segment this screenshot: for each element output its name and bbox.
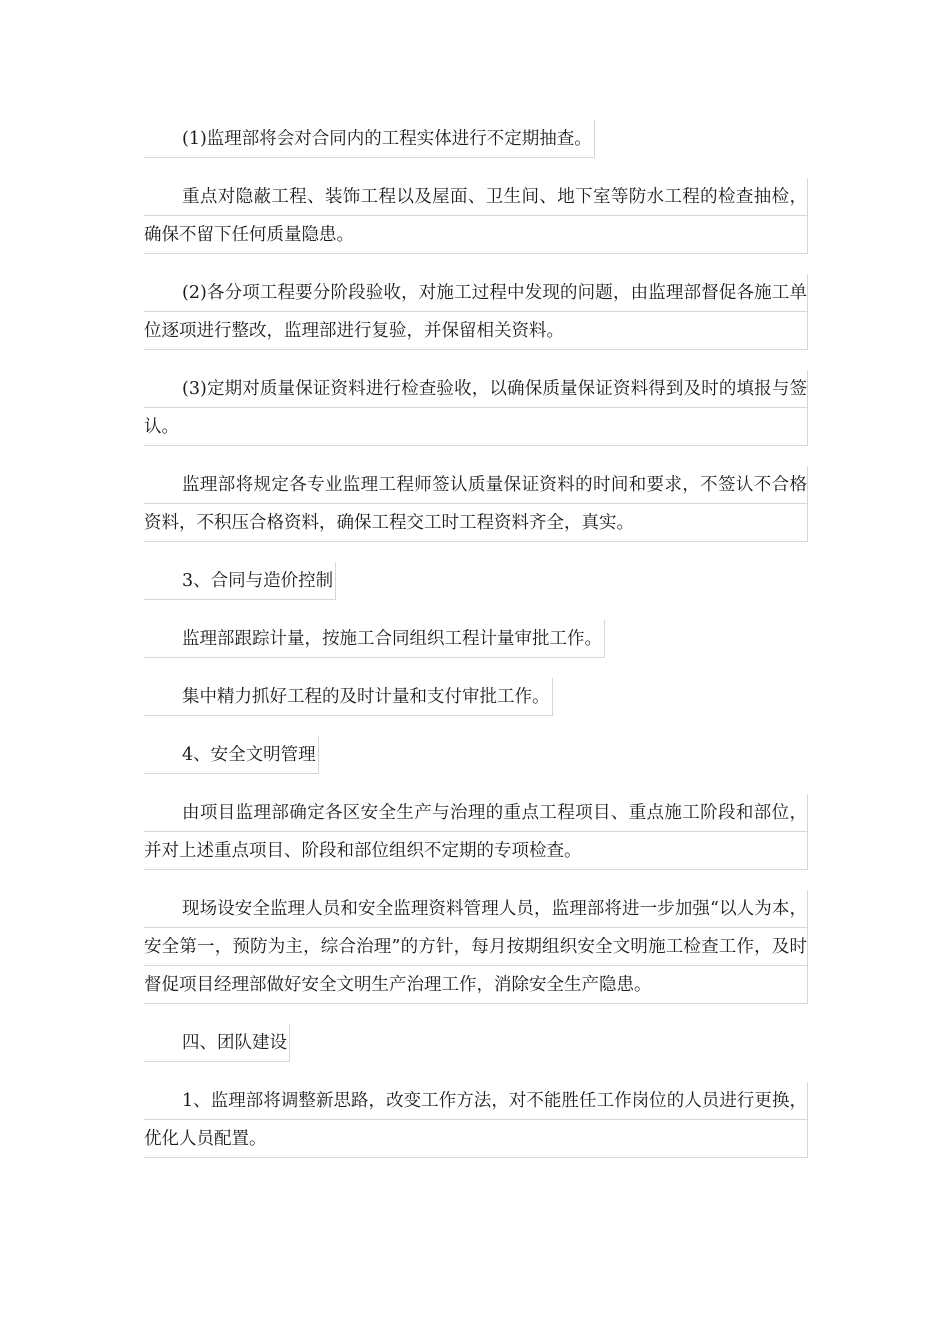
paragraph-5: 监理部将规定各专业监理工程师签认质量保证资料的时间和要求，不签认不合格资料，不积压合格资料，确保工程交工时工程资料齐全，真实。 <box>144 466 808 542</box>
paragraph-2: 重点对隐蔽工程、装饰工程以及屋面、卫生间、地下室等防水工程的检查抽检，确保不留下任何质量隐患。 <box>144 178 808 254</box>
paragraph-block <box>144 562 808 600</box>
paragraph-4: (3)定期对质量保证资料进行检查验收，以确保质量保证资料得到及时的填报与签认。 <box>144 370 808 446</box>
paragraph-block <box>144 678 808 716</box>
paragraph-block <box>144 794 808 870</box>
paragraph-block <box>144 120 808 158</box>
paragraph-block <box>144 178 808 254</box>
paragraph-block <box>144 466 808 542</box>
paragraph-block <box>144 736 808 774</box>
paragraph-13: 1、监理部将调整新思路，改变工作方法，对不能胜任工作岗位的人员进行更换，优化人员配置。 <box>144 1082 808 1158</box>
paragraph-block <box>144 1024 808 1062</box>
paragraph-8: 集中精力抓好工程的及时计量和支付审批工作。 <box>144 678 553 716</box>
paragraph-block <box>144 274 808 350</box>
document-body <box>144 120 808 1178</box>
paragraph-1: (1)监理部将会对合同内的工程实体进行不定期抽查。 <box>144 120 595 158</box>
paragraph-11: 现场设安全监理人员和安全监理资料管理人员，监理部将进一步加强“以人为本，安全第一，预防为主，综合治理”的方针，每月按期组织安全文明施工检查工作，及时督促项目经理部做好安全文明生产治理工作，消除安全生产隐患。 <box>144 890 808 1004</box>
section-heading-contract-cost: 3、合同与造价控制 <box>144 562 336 600</box>
paragraph-10: 由项目监理部确定各区安全生产与治理的重点工程项目、重点施工阶段和部位，并对上述重点项目、阶段和部位组织不定期的专项检查。 <box>144 794 808 870</box>
paragraph-7: 监理部跟踪计量，按施工合同组织工程计量审批工作。 <box>144 620 605 658</box>
paragraph-block <box>144 1082 808 1158</box>
section-heading-team: 四、团队建设 <box>144 1024 290 1062</box>
paragraph-block <box>144 370 808 446</box>
paragraph-block <box>144 890 808 1004</box>
paragraph-block <box>144 620 808 658</box>
paragraph-3: (2)各分项工程要分阶段验收，对施工过程中发现的问题，由监理部督促各施工单位逐项进行整改，监理部进行复验，并保留相关资料。 <box>144 274 808 350</box>
section-heading-safety: 4、安全文明管理 <box>144 736 319 774</box>
